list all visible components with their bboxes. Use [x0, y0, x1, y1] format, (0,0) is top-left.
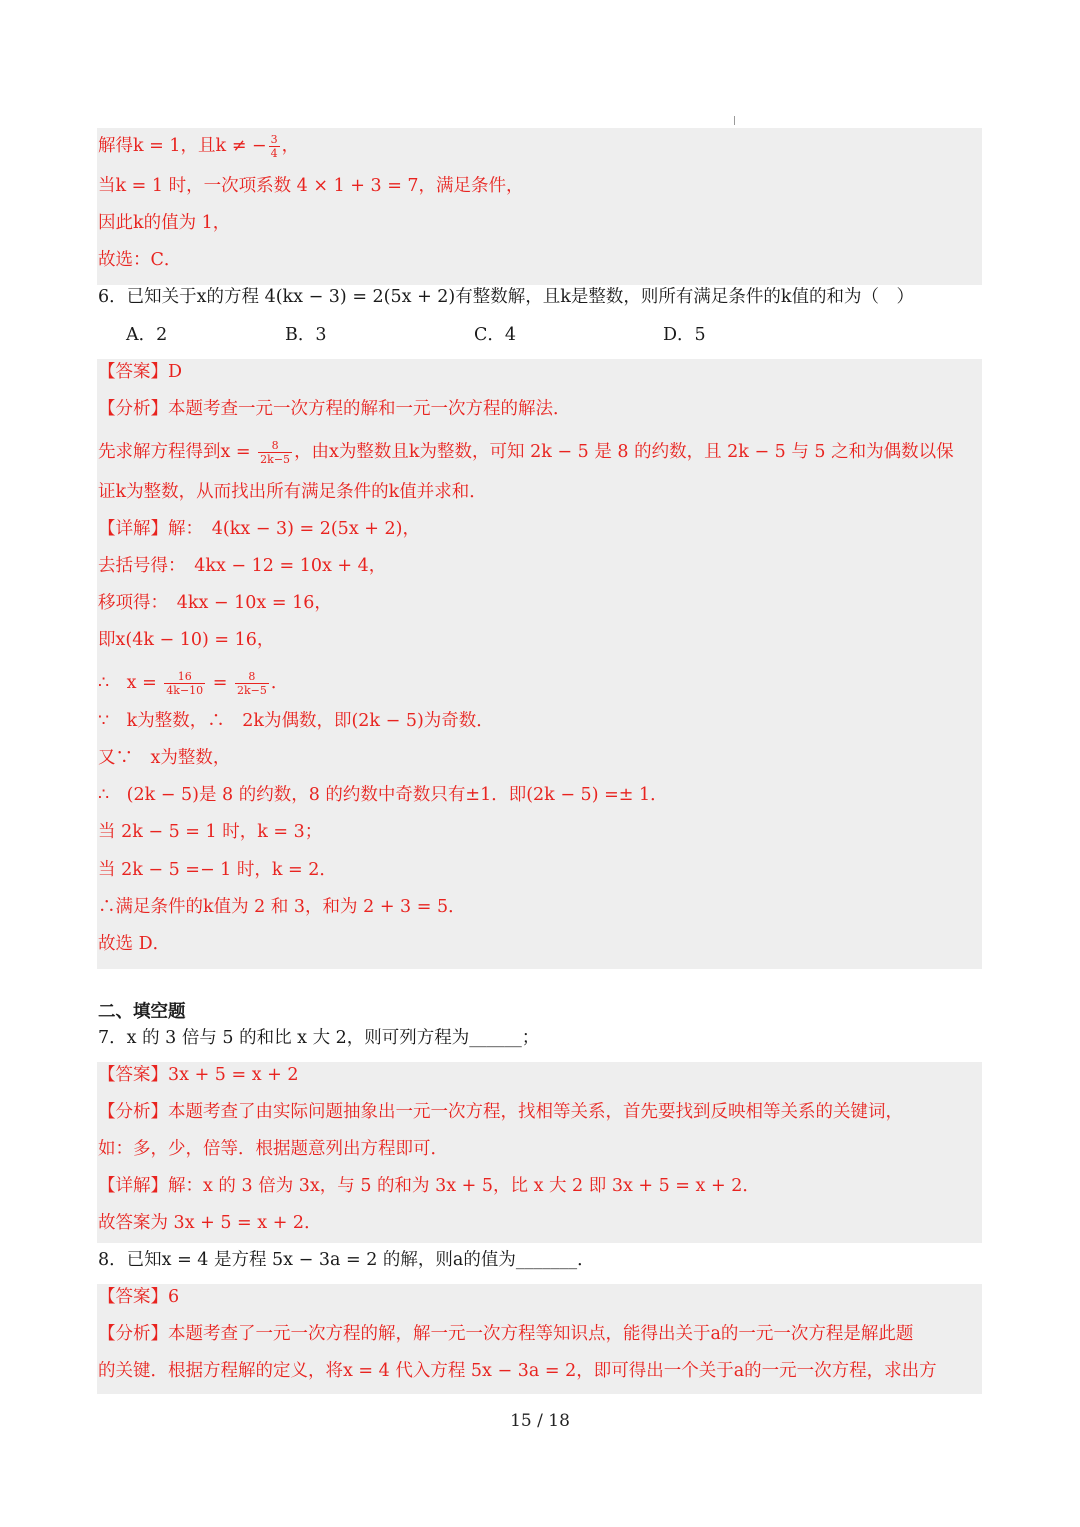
q6-analysis-line-3: 证k为整数，从而找出所有满足条件的k值并求和． — [98, 482, 487, 502]
q6-detail-line-12: 故选 D． — [98, 934, 171, 954]
page-number: 15 / 18 — [510, 1411, 570, 1431]
header-tick-mark — [734, 116, 735, 125]
q6-detail-line-5: ∴ x = $\frac{16}{4k-10}$ = $\frac{8}{2k-5}$ ． — [98, 670, 289, 697]
q6-answer: 【答案】D — [98, 362, 183, 382]
fraction: $\frac{16}{4k-10}$ — [166, 670, 204, 697]
fraction: $\frac{8}{2k-5}$ — [260, 439, 291, 466]
q6-detail-line-9: 当 2k − 5 = 1 时，k = 3； — [98, 822, 323, 842]
q6-option-b: B．3 — [285, 325, 327, 345]
q6-option-a: A．2 — [126, 325, 168, 345]
q6-option-d: D．5 — [663, 325, 706, 345]
q6-detail-line-1: 【详解】解： 4(kx − 3) = 2(5x + 2)， — [98, 519, 420, 539]
q7-analysis-line-1: 【分析】本题考查了由实际问题抽象出一元一次方程，找相等关系，首先要找到反映相等关系的关键词， — [98, 1102, 903, 1122]
q8-analysis-line-1: 【分析】本题考查了一元一次方程的解，解一元一次方程等知识点，能得出关于a的一元一次方程是解此题 — [98, 1324, 914, 1344]
prev-solution-line-1: 解得k = 1，且k ≠ − $\frac{3}{4}$ ， — [98, 133, 300, 160]
prev-solution-line-4: 故选：C． — [98, 250, 182, 270]
q6-detail-line-10: 当 2k − 5 =− 1 时，k = 2． — [98, 860, 337, 880]
q6-detail-line-8: ∴ (2k − 5)是 8 的约数，8 的约数中奇数只有±1．即(2k − 5) =± 1． — [98, 785, 668, 805]
q6-analysis: 【分析】本题考查一元一次方程的解和一元一次方程的解法． — [98, 399, 571, 419]
q6-detail-line-11: ∴满足条件的k值为 2 和 3，和为 2 + 3 = 5． — [98, 897, 466, 917]
q8-answer: 【答案】6 — [98, 1287, 180, 1307]
section-title: 二、填空题 — [98, 1002, 186, 1022]
q6-detail-line-3: 移项得： 4kx − 10x = 16， — [98, 593, 332, 613]
prev-solution-line-2: 当k = 1 时，一次项系数 4 × 1 + 3 = 7，满足条件， — [98, 176, 524, 196]
q6-detail-line-2: 去括号得： 4kx − 12 = 10x + 4， — [98, 556, 387, 576]
q7-stem: 7．x 的 3 倍与 5 的和比 x 大 2，则可列方程为______； — [98, 1028, 540, 1048]
fraction: $\frac{8}{2k-5}$ — [236, 670, 267, 697]
q7-conclusion: 故答案为 3x + 5 = x + 2． — [98, 1213, 322, 1233]
q8-stem: 8．已知x = 4 是方程 5x − 3a = 2 的解，则a的值为_______． — [98, 1250, 595, 1270]
prev-solution-line-3: 因此k的值为 1， — [98, 213, 231, 233]
q6-analysis-line-2: 先求解方程得到x = $\frac{8}{2k-5}$ ，由x为整数且k为整数，可知 2k − 5 是 8 的约数，且 2k − 5 与 5 之和为偶数以保 — [98, 439, 954, 466]
q8-analysis-line-2: 的关键．根据方程解的定义，将x = 4 代入方程 5x − 3a = 2，即可得出一个关于a的一元一次方程，求出方 — [98, 1361, 937, 1381]
q6-detail-line-6: ∵ k为整数，∴ 2k为偶数，即(2k − 5)为奇数． — [98, 711, 494, 731]
q6-stem: 6．已知关于x的方程 4(kx − 3) = 2(5x + 2)有整数解，且k是整数，则所有满足条件的k值的和为（ ） — [98, 287, 914, 307]
q6-detail-line-7: 又∵ x为整数， — [98, 748, 231, 768]
q7-answer: 【答案】3x + 5 = x + 2 — [98, 1065, 299, 1085]
q6-option-c: C．4 — [474, 325, 517, 345]
fraction: $\frac{3}{4}$ — [270, 133, 278, 160]
q7-detail: 【详解】解：x 的 3 倍为 3x，与 5 的和为 3x + 5，比 x 大 2 即 3x + 5 = x + 2． — [98, 1176, 760, 1196]
q6-detail-line-4: 即x(4k − 10) = 16， — [98, 630, 275, 650]
q7-analysis-line-2: 如：多，少，倍等．根据题意列出方程即可． — [98, 1139, 448, 1159]
